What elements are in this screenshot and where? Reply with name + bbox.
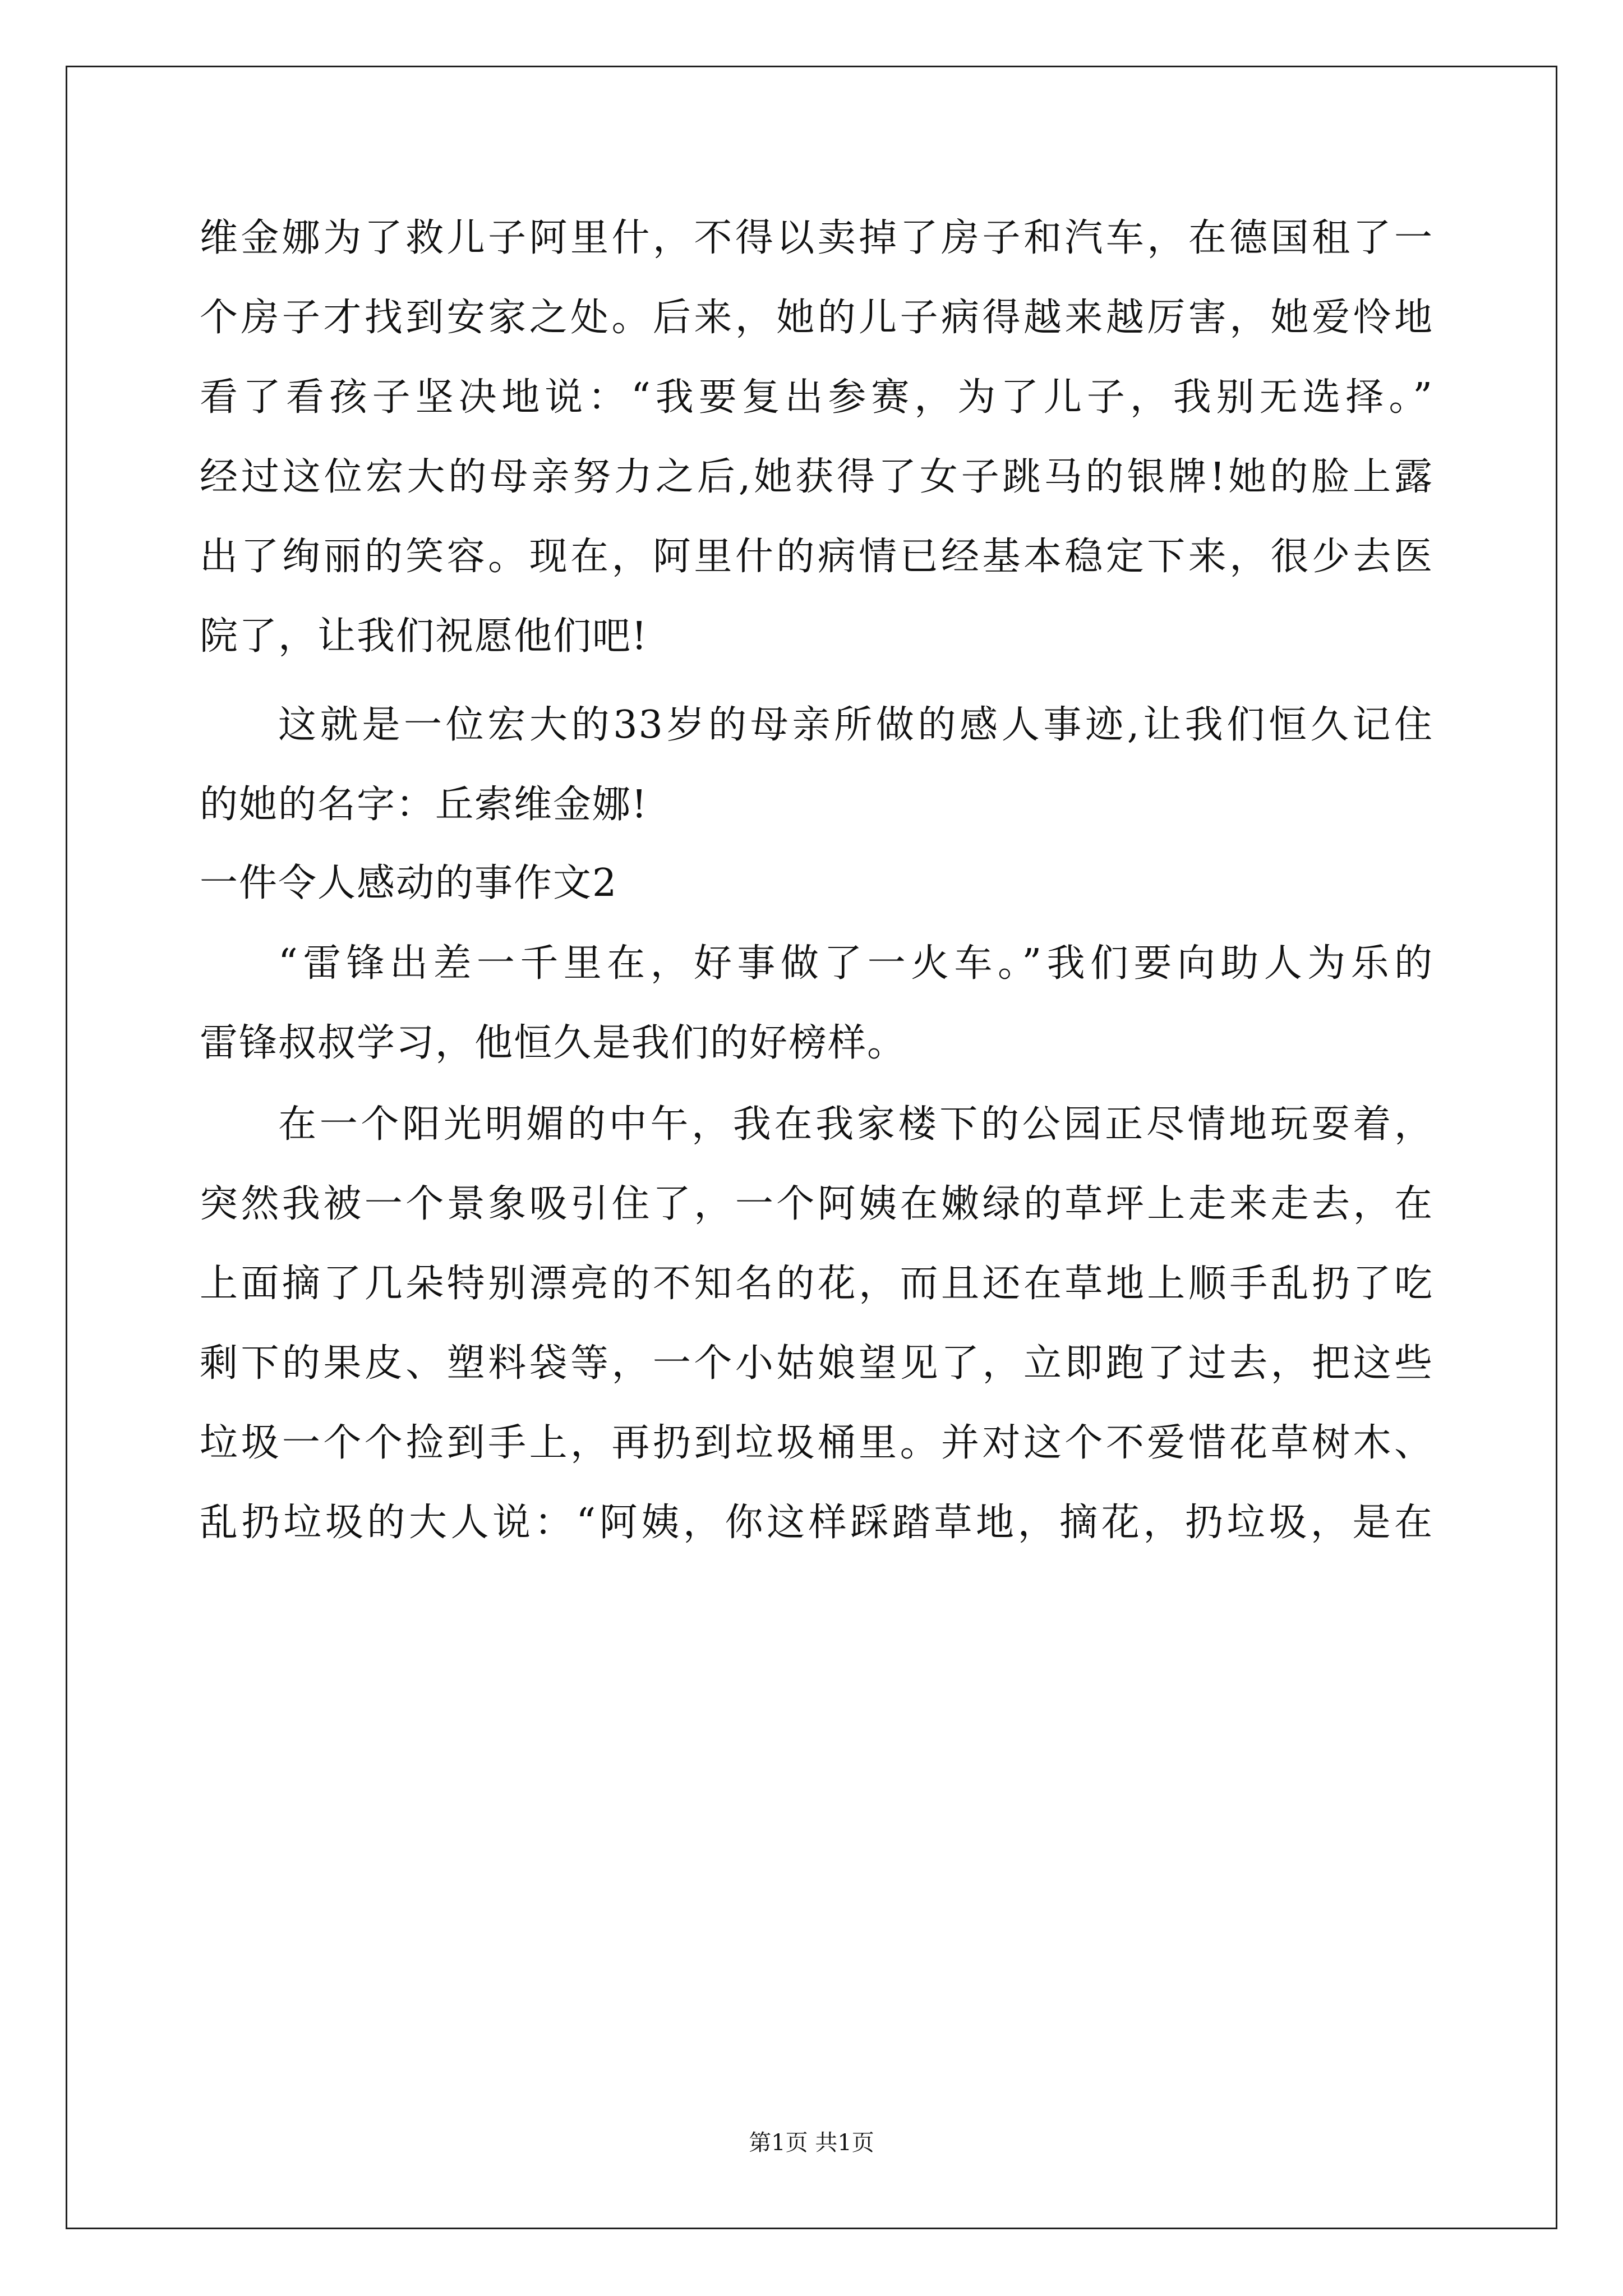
text-line: 乱扔垃圾的大人说：“阿姨，你这样踩踏草地，摘花，扔垃圾，是在 bbox=[200, 1501, 1433, 1545]
text-line: 这就是一位宏大的33岁的母亲所做的感人事迹,让我们恒久记住 bbox=[278, 703, 1433, 747]
text-line: 剩下的果皮、塑料袋等，一个小姑娘望见了，立即跑了过去，把这些 bbox=[200, 1341, 1433, 1386]
text-line: 看了看孩子坚决地说：“我要复出参赛，为了儿子，我别无选择。” bbox=[200, 375, 1433, 420]
text-line: “雷锋出差一千里在，好事做了一火车。”我们要向助人为乐的 bbox=[278, 941, 1433, 986]
text-line: 出了绚丽的笑容。现在，阿里什的病情已经基本稳定下来，很少去医 bbox=[200, 535, 1433, 579]
text-line: 的她的名字：丘索维金娜! bbox=[200, 783, 648, 827]
text-line: 垃圾一个个捡到手上，再扔到垃圾桶里。并对这个不爱惜花草树木、 bbox=[200, 1421, 1433, 1465]
section-heading: 一件令人感动的事作文2 bbox=[200, 861, 618, 905]
text-line: 突然我被一个景象吸引住了，一个阿姨在嫩绿的草坪上走来走去，在 bbox=[200, 1182, 1433, 1226]
text-line: 上面摘了几朵特别漂亮的不知名的花，而且还在草地上顺手乱扔了吃 bbox=[200, 1262, 1433, 1306]
page-number-footer: 第1页 共1页 bbox=[749, 2130, 874, 2156]
text-line: 院了，让我们祝愿他们吧! bbox=[200, 614, 648, 659]
text-line: 个房子才找到安家之处。后来，她的儿子病得越来越厉害，她爱怜地 bbox=[200, 296, 1433, 340]
text-line: 雷锋叔叔学习，他恒久是我们的好榜样。 bbox=[200, 1021, 907, 1065]
text-line: 维金娜为了救儿子阿里什，不得以卖掉了房子和汽车，在德国租了一 bbox=[200, 216, 1433, 260]
text-line: 在一个阳光明媚的中午，我在我家楼下的公园正尽情地玩耍着， bbox=[278, 1102, 1433, 1147]
text-line: 经过这位宏大的母亲努力之后,她获得了女子跳马的银牌!她的脸上露 bbox=[200, 455, 1433, 499]
